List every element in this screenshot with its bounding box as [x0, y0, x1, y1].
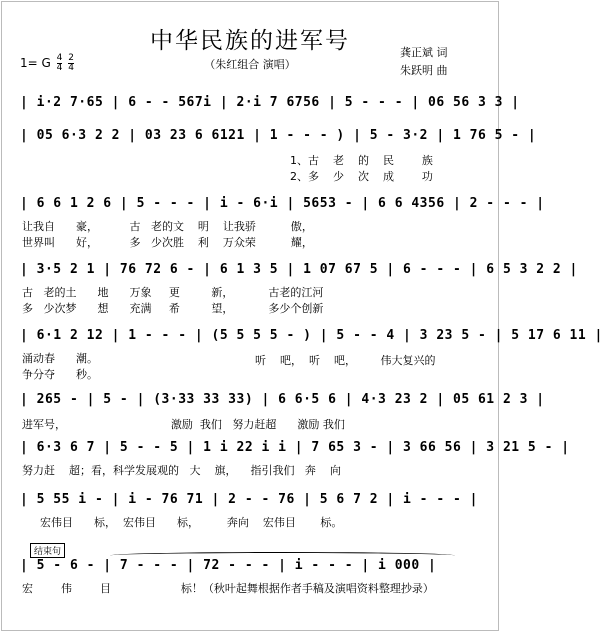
score-line-3: | 6 6 1 2 6 | 5 - - - | i - 6·i | 5653 - | 6 6 4356 | 2 - - - | — [20, 196, 545, 211]
lyric-refrain: 听 吧， 听 吧， 伟大复兴的 — [255, 354, 436, 367]
meter-bottom: 4 — [68, 63, 74, 73]
lyric-line-3a: 让我自 豪， 古 老的文 明 让我骄 傲， — [22, 220, 313, 233]
score-line-2: | 05 6·3 2 2 | 03 23 6 6121 | 1 - - - ) | 5 - 3·2 | 1 76 5 - | — [20, 128, 537, 143]
lyricist-credit: 龚正斌 词 — [400, 46, 448, 59]
ending-label: 结束句 — [30, 543, 65, 558]
lyric-line-7: 努力赶 超；看，科学发展观的 大 旗， 指引我们 奔 向 — [22, 464, 341, 477]
performer-subtitle: （朱红组合 演唱） — [204, 58, 296, 71]
score-line-5: | 6·1 2 12 | 1 - - - | (5 5 5 5 - ) | 5 - - 4 | 3 23 5 - | 5 17 6 11 | — [20, 328, 603, 343]
lyric-line-2a: 1、古 老 的 民 族 — [290, 154, 433, 167]
lyric-line-5b: 争分夺 秒。 — [22, 368, 98, 381]
lyric-line-4a: 古 老的土 地 万象 更 新， 古老的江河 — [22, 286, 324, 299]
score-line-6: | 265 - | 5 - | (3·33 33 33) | 6 6·5 6 | 4·3 23 2 | 05 61 2 3 | — [20, 392, 545, 407]
score-line-1: | i·2 7·65 | 6 - - 567i | 2·i 7 6756 | 5 - - - | 06 56 3 3 | — [20, 95, 520, 110]
meter-first — [57, 54, 63, 73]
song-title: 中华民族的进军号 — [150, 28, 350, 54]
meter-bottom: 4 — [56, 63, 63, 73]
key-signature — [20, 54, 74, 73]
lyric-line-3b: 世界叫 好， 多 少次胜 利 万众荣 耀， — [22, 236, 313, 249]
composer-credit: 朱跃明 曲 — [400, 64, 448, 77]
key-label: 1= G — [20, 56, 51, 70]
lyric-line-4b: 多 少次梦 想 充满 希 望， 多少个创新 — [22, 302, 324, 315]
meter-second — [68, 54, 74, 73]
lyric-line-2b: 2、多 少 次 成 功 — [290, 170, 433, 183]
lyric-line-8: 宏伟目 标， 宏伟目 标， 奔向 宏伟目 标。 — [40, 516, 343, 529]
score-line-8: | 5 55 i - | i - 76 71 | 2 - - 76 | 5 6 7 2 | i - - - | — [20, 492, 478, 507]
score-line-9: | 5 - 6 - | 7 - - - | 72 - - - | i - - - | i 000 | — [20, 558, 437, 573]
meter-top: 4 — [56, 53, 63, 63]
score-line-4: | 3·5 2 1 | 76 72 6 - | 6 1 3 5 | 1 07 67 5 | 6 - - - | 6 5 3 2 2 | — [20, 262, 578, 277]
lyric-line-5a: 涌动春 潮。 — [22, 352, 98, 365]
meter-top: 2 — [68, 53, 74, 63]
score-line-7: | 6·3 6 7 | 5 - - 5 | 1 i 22 i i | 7 65 3 - | 3 66 56 | 3 21 5 - | — [20, 440, 570, 455]
lyric-line-9: 宏 伟 目 标！（秋叶起舞根据作者手稿及演唱资料整理抄录） — [22, 582, 434, 595]
lyric-line-6: 进军号， 激励 我们 努力赶超 激励 我们 — [22, 418, 345, 431]
